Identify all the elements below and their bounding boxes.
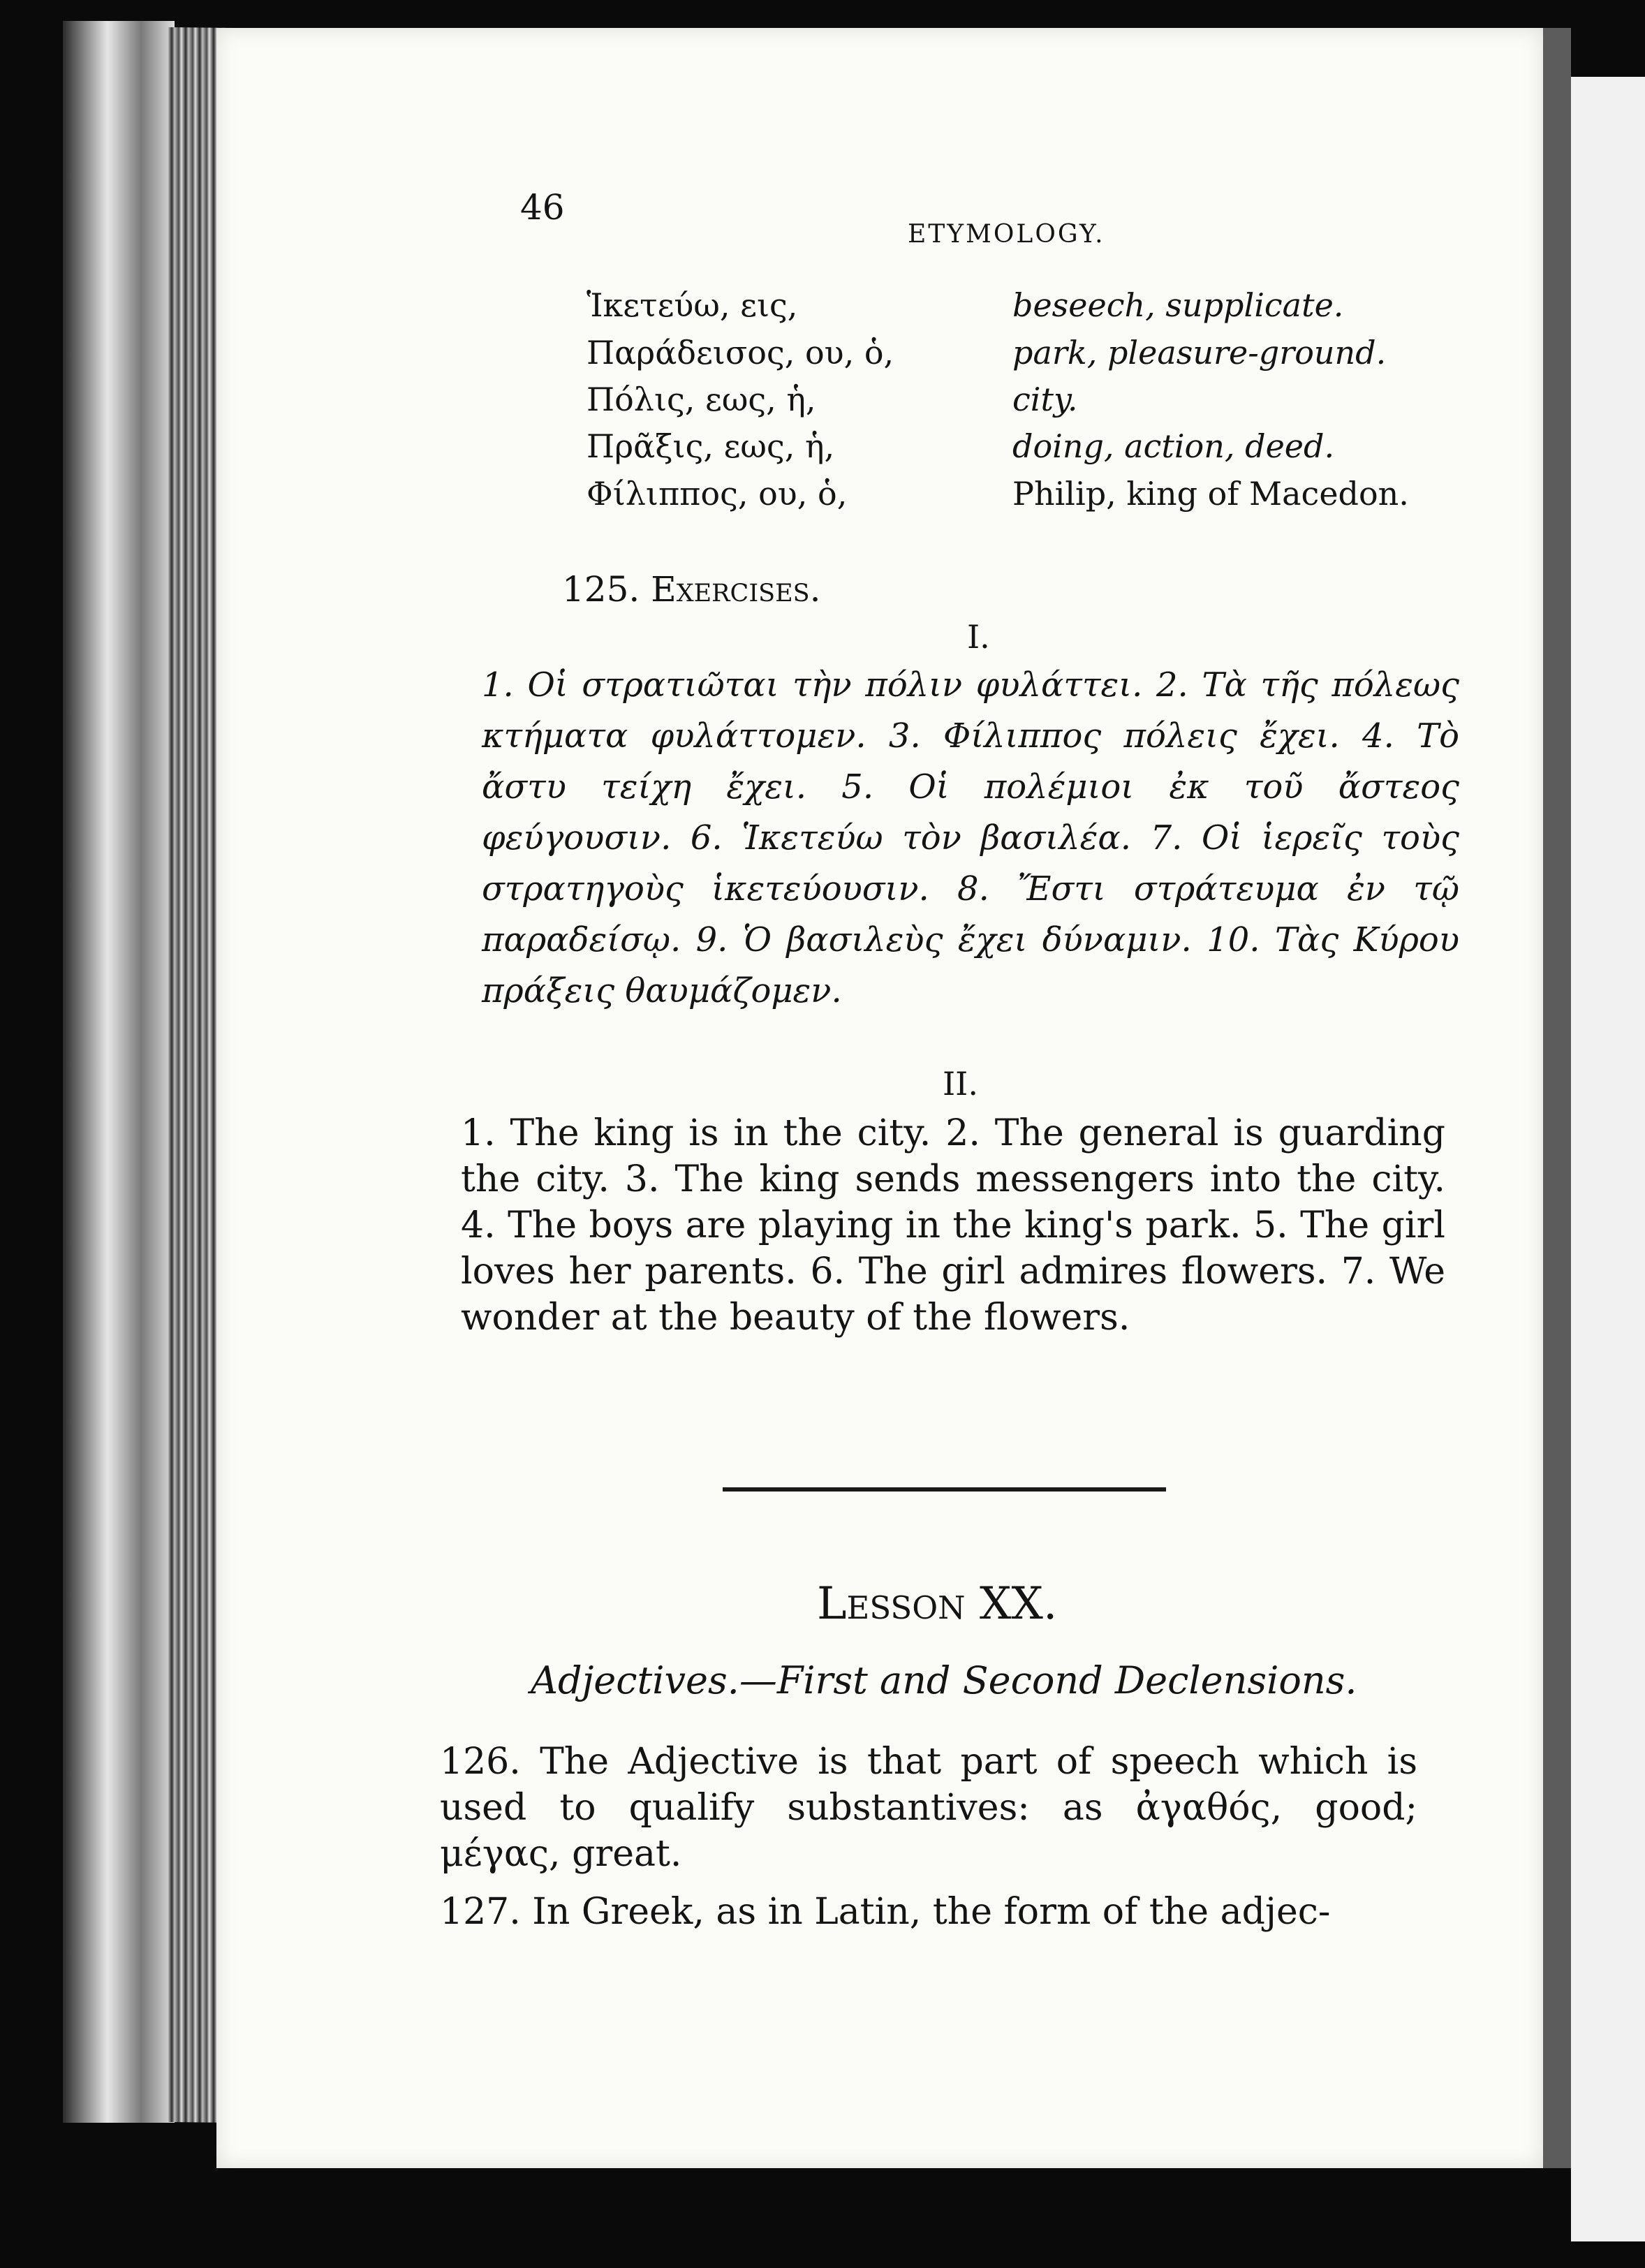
lesson-title: Lesson XX. [817,1578,1058,1630]
book-spine-shadow [63,21,175,2123]
exercises-heading: 125. Exercises. [562,569,821,610]
section-divider [723,1487,1166,1492]
vocab-greek: Πόλις, εως, ἡ, [587,381,816,418]
vocab-greek: Φίλιππος, ου, ὁ, [587,475,848,513]
vocab-greek: Ἱκετεύω, εις, [587,286,798,324]
vocab-english: Philip, king of Macedon. [1012,475,1409,513]
section-one-label: I. [967,618,990,656]
vocab-english: beseech, supplicate. [1012,286,1344,324]
english-exercises: 1. The king is in the city. 2. The general is guarding the city. 3. The king sends messengers into the city. 4. The boys are playing in the king's park. 5. The girl loves her parents. 6. The girl admires flowers. 7. We wonder at the beauty of the flowers. [461,1112,1445,1339]
vocab-english: park, pleasure-ground. [1012,334,1387,371]
vocab-english: city. [1012,381,1078,418]
facing-page-edge [1571,77,1645,2241]
vocab-greek: Παράδεισος, ου, ὁ, [587,334,894,371]
page-number: 46 [520,187,565,228]
greek-exercises: 1. Οἱ στρατιῶται τὴν πόλιν φυλάττει. 2. Τὰ τῆς πόλεως κτήματα φυλάττομεν. 3. Φίλιππος πόλεις ἔχει. 4. Τὸ ἄστυ τείχη ἔχει. 5. Οἱ πολέμιοι ἐκ τοῦ ἄστεος φεύγουσιν. 6. Ἱκετεύω τὸν βασιλέα. 7. Οἱ ἱερεῖς τοὺς στρατηγοὺς ἱκετεύουσιν. 8. Ἔστι στράτευμα ἐν τῷ παραδείσῳ. 9. Ὁ βασιλεὺς ἔχει δύναμιν. 10. Τὰς Κύρου πράξεις θαυμάζομεν. [482,665,1459,1010]
paragraph-126: 126. The Adjective is that part of speech which is used to qualify substantives: as ἀγαθός, good; μέγας, great. [440,1741,1417,1875]
lesson-subtitle: Adjectives.—First and Second Declensions. [531,1658,1357,1702]
paragraph-127: 127. In Greek, as in Latin, the form of the adjec- [440,1891,1331,1933]
running-head: ETYMOLOGY. [908,220,1105,249]
section-two-label: II. [943,1065,978,1103]
vocab-english: doing, action, deed. [1012,427,1335,465]
vocab-greek: Πρᾶξις, εως, ἡ, [587,427,835,465]
